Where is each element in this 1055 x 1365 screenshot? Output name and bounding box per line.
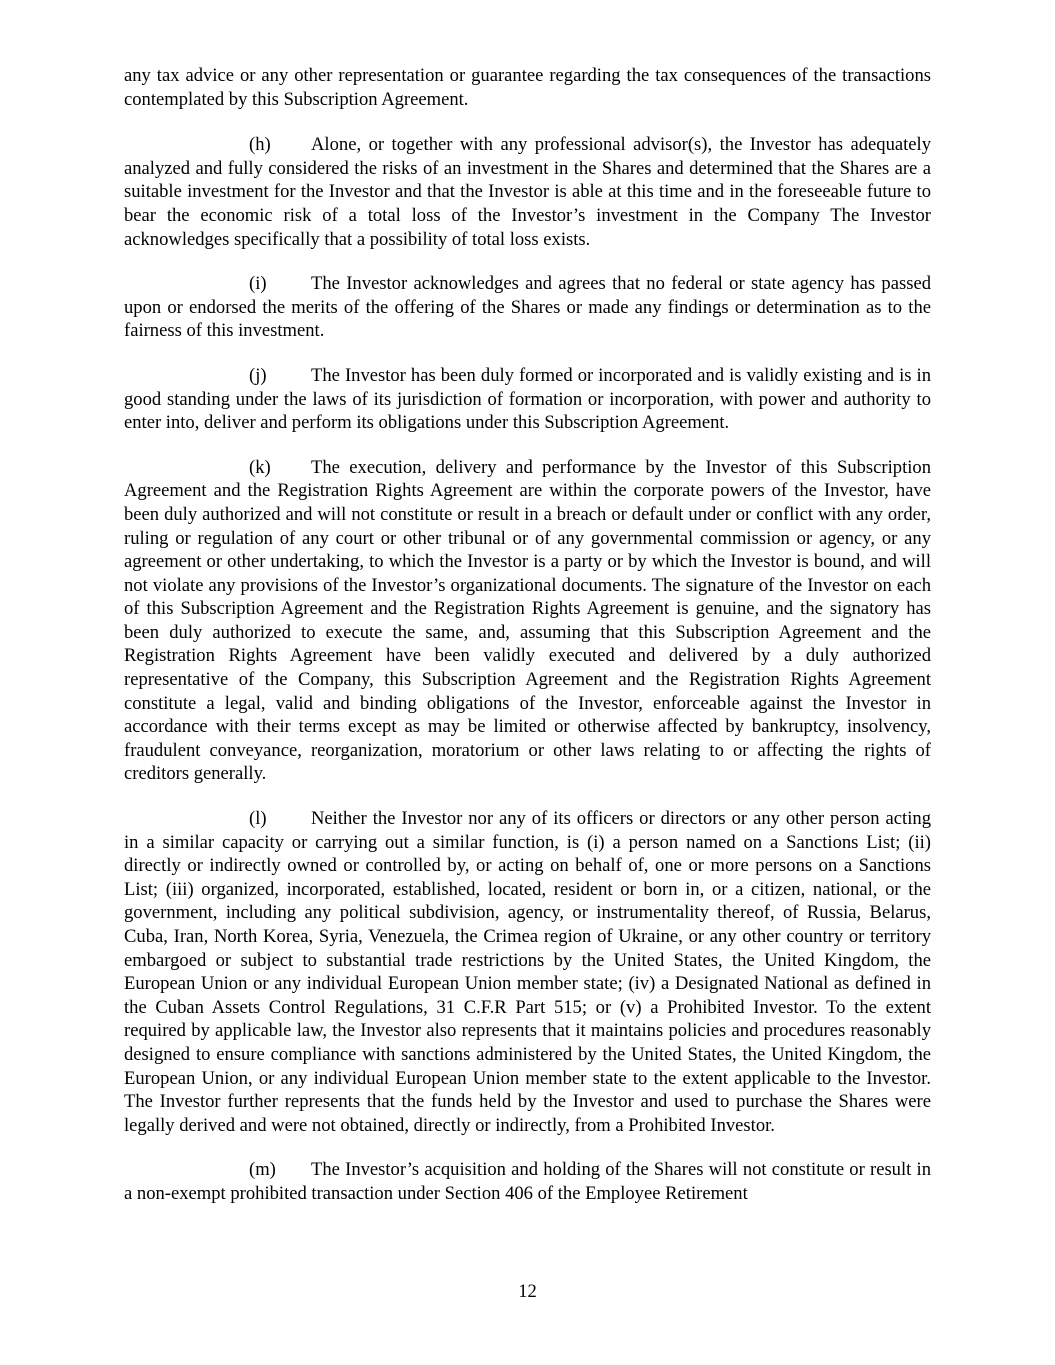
paragraph-m xyxy=(124,1158,931,1205)
paragraph-h xyxy=(124,133,931,251)
paragraph-text: any tax advice or any other representation or guarantee regarding the tax consequences of the transactions contemplated by this Subscription Agreement. xyxy=(124,65,931,110)
paragraph-label: (m) xyxy=(249,1159,276,1181)
paragraph-text: Neither the Investor nor any of its officers or directors or any other person acting in a similar capacity or carrying out a similar function, is (i) a person named on a Sanctions List; (ii) directly or indirectly owned or controlled by, or acting on behalf of, one or more persons on a Sanctions List; (iii) organized, incorporated, established, located, resident or born in, or a citizen, national, or the government, including any political subdivision, agency, or instrumentality thereof, of Russia, Belarus, Cuba, Iran, North Korea, Syria, Venezuela, the Crimea region of Ukraine, or any other country or territory embargoed or subject to substantial trade restrictions by the United States, the United Kingdom, the European Union or any individual European Union member state; (iv) a Designated National as defined in the Cuban Assets Control Regulations, 31 C.F.R Part 515; or (v) a Prohibited Investor. To the extent required by applicable law, the Investor also represents that it maintains policies and procedures reasonably designed to ensure compliance with sanctions administered by the United States, the United Kingdom, the European Union, or any individual European Union member state to the extent applicable to the Investor. The Investor further represents that the funds held by the Investor and used to purchase the Shares were legally derived and were not obtained, directly or indirectly, from a Prohibited Investor. xyxy=(124,808,931,1136)
paragraph-label: (j) xyxy=(249,364,267,386)
paragraph-text: Alone, or together with any professional advisor(s), the Investor has adequately analyzed and fully considered the risks of an investment in the Shares and determined that the Shares are a suitable investment for the Investor and that the Investor is able at this time and in the foreseeable future to bear the economic risk of a total loss of the Investor’s investment in the Company The Investor acknowledges specifically that a possibility of total loss exists. xyxy=(124,134,931,250)
page-number: 12 xyxy=(518,1281,537,1302)
paragraph-text: The Investor’s acquisition and holding of the Shares will not constitute or result in a non-exempt prohibited transaction under Section 406 of the Employee Retirement xyxy=(124,1159,931,1204)
paragraph-text: The Investor has been duly formed or incorporated and is validly existing and is in good standing under the laws of its jurisdiction of formation or incorporation, with power and authority to enter into, deliver and perform its obligations under this Subscription Agreement. xyxy=(124,364,931,434)
paragraph-label: (i) xyxy=(249,273,267,295)
paragraph-k xyxy=(124,456,931,786)
paragraph-label: (k) xyxy=(249,456,271,478)
paragraph-j xyxy=(124,364,931,435)
paragraph-label: (h) xyxy=(249,134,271,156)
paragraph-continuation xyxy=(124,64,931,111)
document-page xyxy=(124,64,931,1227)
paragraph-label: (l) xyxy=(249,808,267,830)
paragraph-text: The Investor acknowledges and agrees that no federal or state agency has passed upon or endorsed the merits of the offering of the Shares or made any findings or determination as to the fairness of this investment. xyxy=(124,273,931,342)
paragraph-i xyxy=(124,272,931,343)
paragraph-text: The execution, delivery and performance by the Investor of this Subscription Agreement and the Registration Rights Agreement are within the corporate powers of the Investor, have been duly authorized and will not constitute or result in a breach or default under or conflict with any order, ruling or regulation of any court or other tribunal or of any governmental commission or agency, or any agreement or other undertaking, to which the Investor is a party or by which the Investor is bound, and will not violate any provisions of the Investor’s organizational documents. The signature of the Investor on each of this Subscription Agreement and the Registration Rights Agreement is genuine, and the signatory has been duly authorized to execute the same, and, assuming that this Subscription Agreement and the Registration Rights Agreement have been validly executed and delivered by a duly authorized representative of the Company, this Subscription Agreement and the Registration Rights Agreement constitute a legal, valid and binding obligations of the Investor, enforceable against the Investor in accordance with their terms except as may be limited or otherwise affected by bankruptcy, insolvency, fraudulent conveyance, reorganization, moratorium or other laws relating to or affecting the rights of creditors generally. xyxy=(124,456,931,785)
paragraph-l xyxy=(124,807,931,1137)
